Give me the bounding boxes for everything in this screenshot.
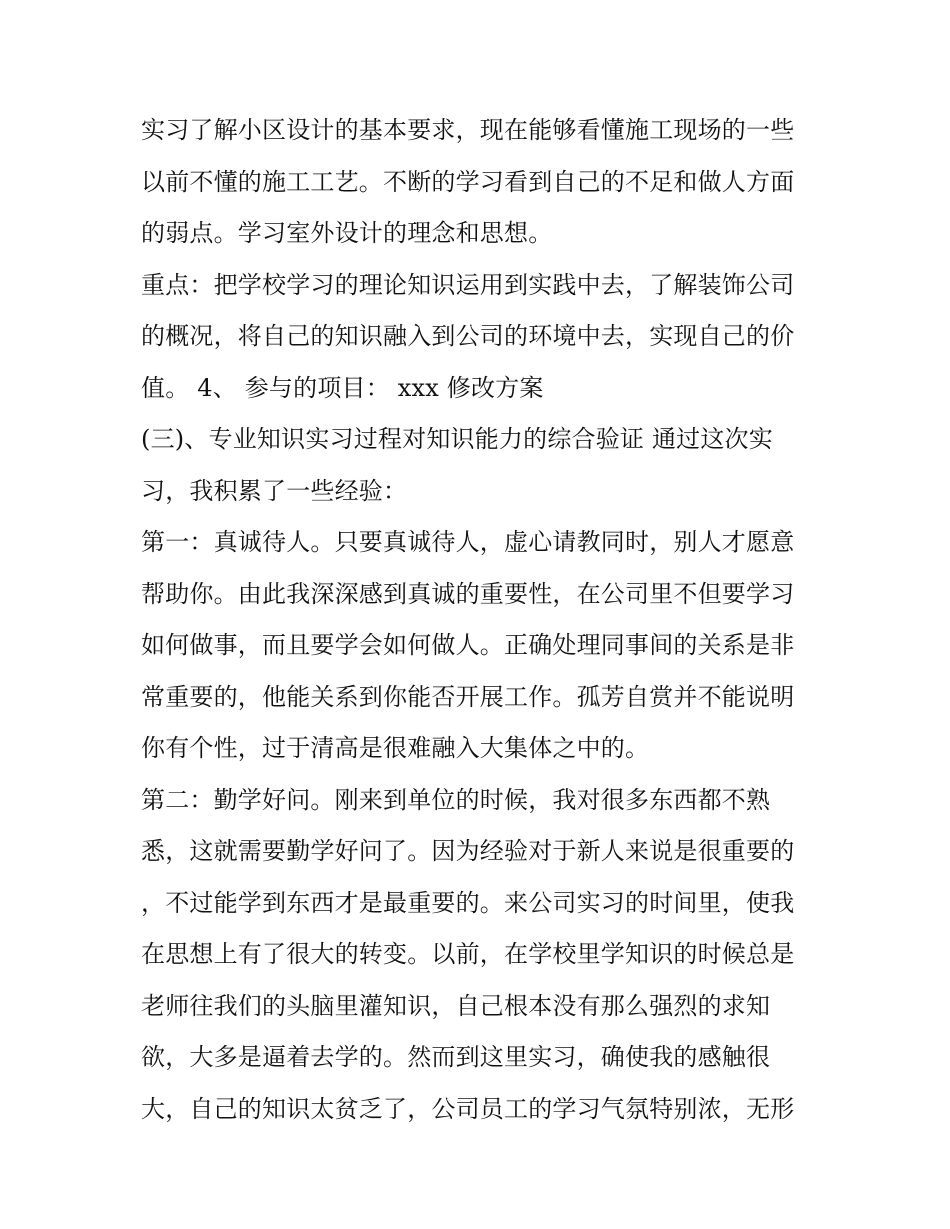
text-line: 悉，这就需要勤学好问了。因为经验对于新人来说是很重要的 bbox=[141, 837, 795, 865]
text-line: ，不过能学到东西才是最重要的。来公司实习的时间里，使我 bbox=[141, 888, 795, 917]
text-line: 第一：真诚待人。只要真诚待人，虚心请教同时，别人才愿意 bbox=[141, 528, 795, 556]
document-body bbox=[141, 108, 821, 1138]
text-line: 在思想上有了很大的转变。以前，在学校里学知识的时候总是 bbox=[141, 940, 795, 968]
text-line: 欲，大多是逼着去学的。然而到这里实习，确使我的感触很 bbox=[141, 1043, 771, 1071]
text-line: 第二：勤学好问。刚来到单位的时候，我对很多东西都不熟 bbox=[141, 785, 771, 814]
text-line: 老师往我们的头脑里灌知识，自己根本没有那么强烈的求知 bbox=[141, 991, 771, 1020]
text-line: 以前不懂的施工工艺。不断的学习看到自己的不足和做人方面 bbox=[141, 167, 795, 196]
text-line: 习，我积累了一些经验： bbox=[141, 476, 408, 505]
text-line: 大，自己的知识太贫乏了，公司员工的学习气氛特别浓，无形 bbox=[141, 1094, 795, 1123]
text-line: 的概况，将自己的知识融入到公司的环境中去，实现自己的价 bbox=[141, 322, 795, 350]
text-line: 帮助你。由此我深深感到真诚的重要性，在公司里不但要学习 bbox=[141, 579, 795, 608]
text-line: 常重要的，他能关系到你能否开展工作。孤芳自赏并不能说明 bbox=[141, 682, 795, 711]
text-line: 如何做事，而且要学会如何做人。正确处理同事间的关系是非 bbox=[141, 631, 795, 659]
text-line: (三)、专业知识实习过程对知识能力的综合验证 通过这次实 bbox=[141, 425, 773, 453]
text-line: 值。 4、 参与的项目： xxx 修改方案 bbox=[141, 373, 544, 402]
text-line: 的弱点。学习室外设计的理念和思想。 bbox=[141, 219, 553, 247]
text-line: 你有个性，过于清高是很难融入大集体之中的。 bbox=[141, 734, 650, 762]
text-line: 实习了解小区设计的基本要求，现在能够看懂施工现场的一些 bbox=[141, 116, 795, 144]
text-line: 重点：把学校学习的理论知识运用到实践中去，了解装饰公司 bbox=[141, 270, 795, 299]
